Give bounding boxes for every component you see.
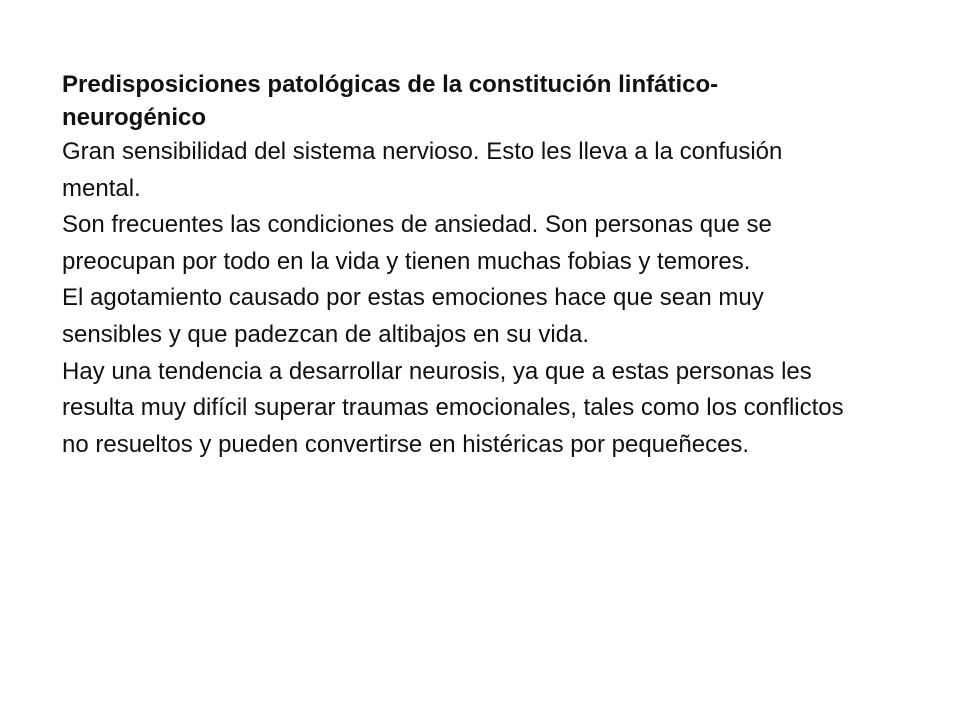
paragraph-neurosis: Hay una tendencia a desarrollar neurosis, ya que a estas personas les resulta muy difícil superar traumas emocionales, tales como los conflictos no resueltos y pueden convertirse en histéricas por pequeñeces. <box>62 357 844 458</box>
slide-body <box>62 68 852 463</box>
paragraph-anxiety: Son frecuentes las condiciones de ansiedad. Son personas que se preocupan por todo en la vida y tienen muchas fobias y temores. <box>62 211 772 275</box>
paragraph-sensitivity: Gran sensibilidad del sistema nervioso. Esto les lleva a la confusión mental. <box>62 138 783 202</box>
paragraph-exhaustion: El agotamiento causado por estas emociones hace que sean muy sensibles y que padezcan de altibajos en su vida. <box>62 284 764 348</box>
slide-title: Predisposiciones patológicas de la constitución linfático-neurogénico <box>62 71 719 131</box>
